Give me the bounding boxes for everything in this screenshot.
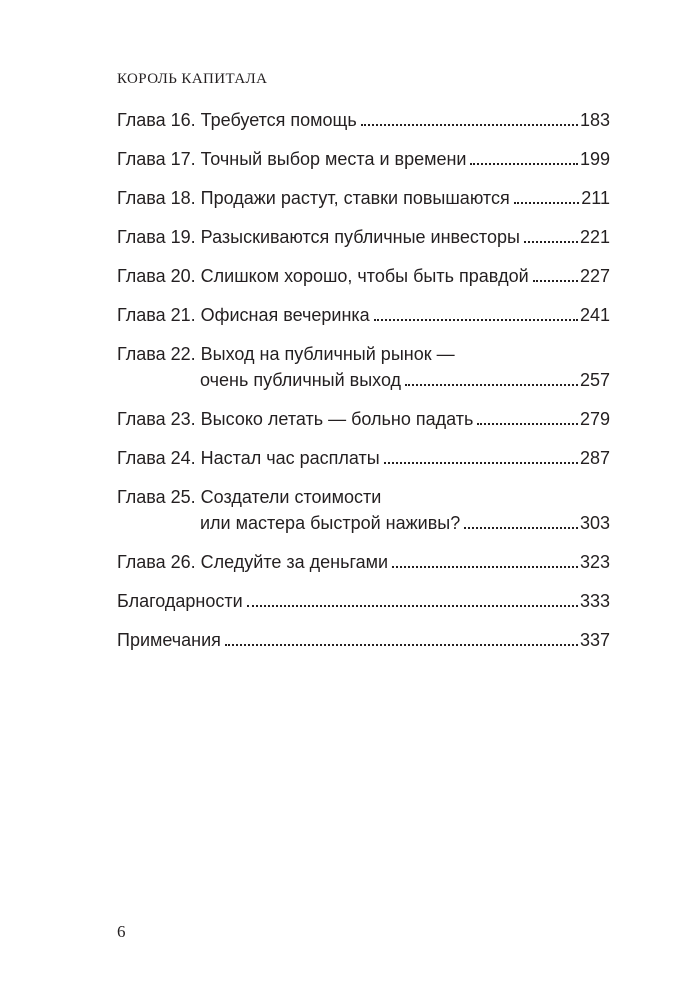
chapter-label: Глава 22. — [117, 344, 196, 364]
chapter-label: Глава 26. — [117, 552, 196, 572]
chapter-title: Разыскиваются публичные инвесторы — [200, 227, 520, 247]
page-number: 199 — [579, 149, 610, 169]
page-folio: 6 — [117, 922, 126, 941]
chapter-title: Слишком хорошо, чтобы быть правдой — [200, 266, 529, 286]
toc-entry[interactable] — [117, 341, 610, 393]
toc-entry[interactable] — [117, 588, 610, 614]
dot-leader — [361, 107, 578, 133]
chapter-label: Глава 18. — [117, 188, 196, 208]
page-number: 227 — [579, 266, 610, 286]
dot-leader — [392, 549, 578, 575]
chapter-title: Создатели стоимости — [200, 487, 382, 507]
page-number: 333 — [579, 591, 610, 611]
chapter-title: Высоко летать — больно падать — [200, 409, 474, 429]
chapter-label: Глава 16. — [117, 110, 196, 130]
dot-leader — [405, 367, 578, 393]
chapter-label: Глава 23. — [117, 409, 196, 429]
toc-entry[interactable] — [117, 107, 610, 133]
dot-leader — [470, 146, 577, 172]
dot-leader — [374, 302, 578, 328]
page-number: 323 — [579, 552, 610, 572]
chapter-title: Офисная вечеринка — [200, 305, 370, 325]
chapter-title: Требуется помощь — [200, 110, 357, 130]
chapter-title-continuation: или мастера быстрой наживы? — [200, 513, 461, 533]
page-number: 211 — [581, 188, 610, 208]
dot-leader — [477, 406, 578, 432]
toc-entry[interactable] — [117, 263, 610, 289]
page-number: 183 — [579, 110, 610, 130]
toc-entry[interactable] — [117, 484, 610, 536]
dot-leader — [464, 510, 578, 536]
chapter-label: Глава 25. — [117, 487, 196, 507]
toc-entry[interactable] — [117, 445, 610, 471]
section-title: Благодарности — [117, 591, 243, 611]
chapter-label: Глава 24. — [117, 448, 196, 468]
chapter-title: Следуйте за деньгами — [200, 552, 389, 572]
toc-entry[interactable] — [117, 302, 610, 328]
page-number: 241 — [579, 305, 610, 325]
toc-entry[interactable] — [117, 549, 610, 575]
chapter-label: Глава 20. — [117, 266, 196, 286]
dot-leader — [384, 445, 578, 471]
chapter-label: Глава 19. — [117, 227, 196, 247]
toc-entry[interactable] — [117, 406, 610, 432]
toc-entry[interactable] — [117, 224, 610, 250]
dot-leader — [225, 627, 578, 653]
toc-entry[interactable] — [117, 627, 610, 653]
page-number: 287 — [579, 448, 610, 468]
chapter-label: Глава 21. — [117, 305, 196, 325]
dot-leader — [533, 263, 578, 289]
section-title: Примечания — [117, 630, 221, 650]
page-number: 303 — [579, 513, 610, 533]
dot-leader — [524, 224, 578, 250]
dot-leader — [514, 185, 580, 211]
page-number: 257 — [579, 370, 610, 390]
chapter-title: Настал час расплаты — [200, 448, 380, 468]
dot-leader — [247, 588, 578, 614]
toc-entry[interactable] — [117, 146, 610, 172]
chapter-title: Точный выбор места и времени — [200, 149, 467, 169]
page-number: 279 — [579, 409, 610, 429]
page-number: 337 — [579, 630, 610, 650]
chapter-label: Глава 17. — [117, 149, 196, 169]
toc-entry[interactable] — [117, 185, 610, 211]
chapter-title: Продажи растут, ставки повышаются — [200, 188, 510, 208]
table-of-contents — [117, 107, 610, 653]
page-number: 221 — [579, 227, 610, 247]
chapter-title-continuation: очень публичный выход — [200, 370, 402, 390]
chapter-title: Выход на публичный рынок — — [200, 344, 455, 364]
running-head: КОРОЛЬ КАПИТАЛА — [117, 71, 268, 87]
